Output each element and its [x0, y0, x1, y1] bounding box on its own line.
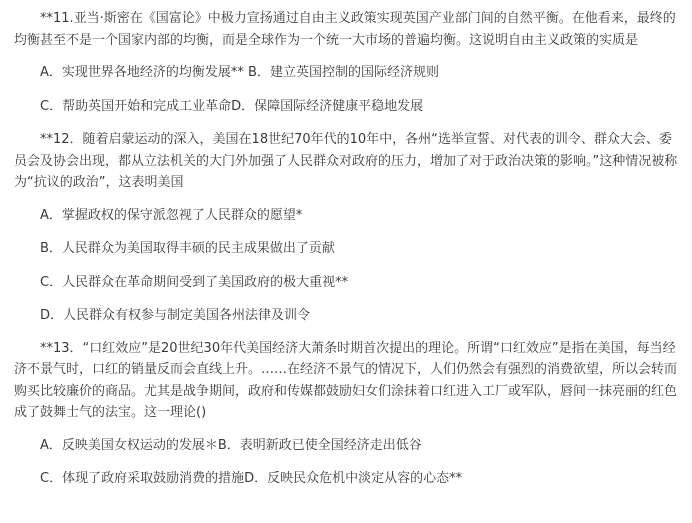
option-line: A．掌握政权的保守派忽视了人民群众的愿望* — [40, 207, 303, 223]
question-13 — [14, 338, 678, 490]
question-text: **13．“口红效应”是20世纪30年代美国经济大萧条时期首次提出的理论。所谓“口红效应”是指在美国，每当经济不景气时，口红的销量反而会直线上升。……在经济不景气的情况下，人们仍然会有强烈的消费欲望，所以会转而购买比较廉价的商品。尤其是战争期间，政府和传媒都鼓励妇女们涂抹着口红进入工厂或军队，唇间一抹亮丽的红色成了鼓舞士气的法宝。这一理论() — [14, 340, 678, 420]
option-line: A．反映美国女权运动的发展＊B．表明新政已使全国经济走出低谷 — [40, 437, 422, 453]
option-line: C．体现了政府采取鼓励消费的措施D．反映民众危机中淡定从容的心态** — [40, 471, 463, 486]
option-line: B．人民群众为美国取得丰硕的民主成果做出了贡献 — [40, 241, 335, 256]
question-text: **12．随着启蒙运动的深入，美国在18世纪70年代的10年中，各州“选举宣誓、对代表的训令、群众大会、委员会及协会出现，都从立法机关的大门外加强了人民群众对政府的压力，增加了对于政治决策的影响。”这种情况被称为“抗议的政治”，这表明美国 — [14, 132, 678, 190]
question-12 — [14, 129, 678, 327]
option-line: C．帮助英国开始和完成工业革命D．保障国际经济健康平稳地发展 — [40, 98, 424, 114]
question-text: **11.亚当·斯密在《国富论》中极力宣扬通过自由主义政策实现英国产业部门间的自然平衡。在他看来，最终的均衡甚至不是一个国家内部的均衡，而是全球作为一个统一大市场的普遍均衡。这说明自由主义政策的实质是 — [14, 11, 676, 48]
option-line: A．实现世界各地经济的均衡发展** B．建立英国控制的国际经济规则 — [40, 65, 439, 80]
option-line: D．人民群众有权参与制定美国各州法律及训令 — [40, 308, 311, 323]
question-11 — [14, 8, 678, 117]
option-line: C．人民群众在革命期间受到了美国政府的极大重视** — [40, 274, 349, 290]
